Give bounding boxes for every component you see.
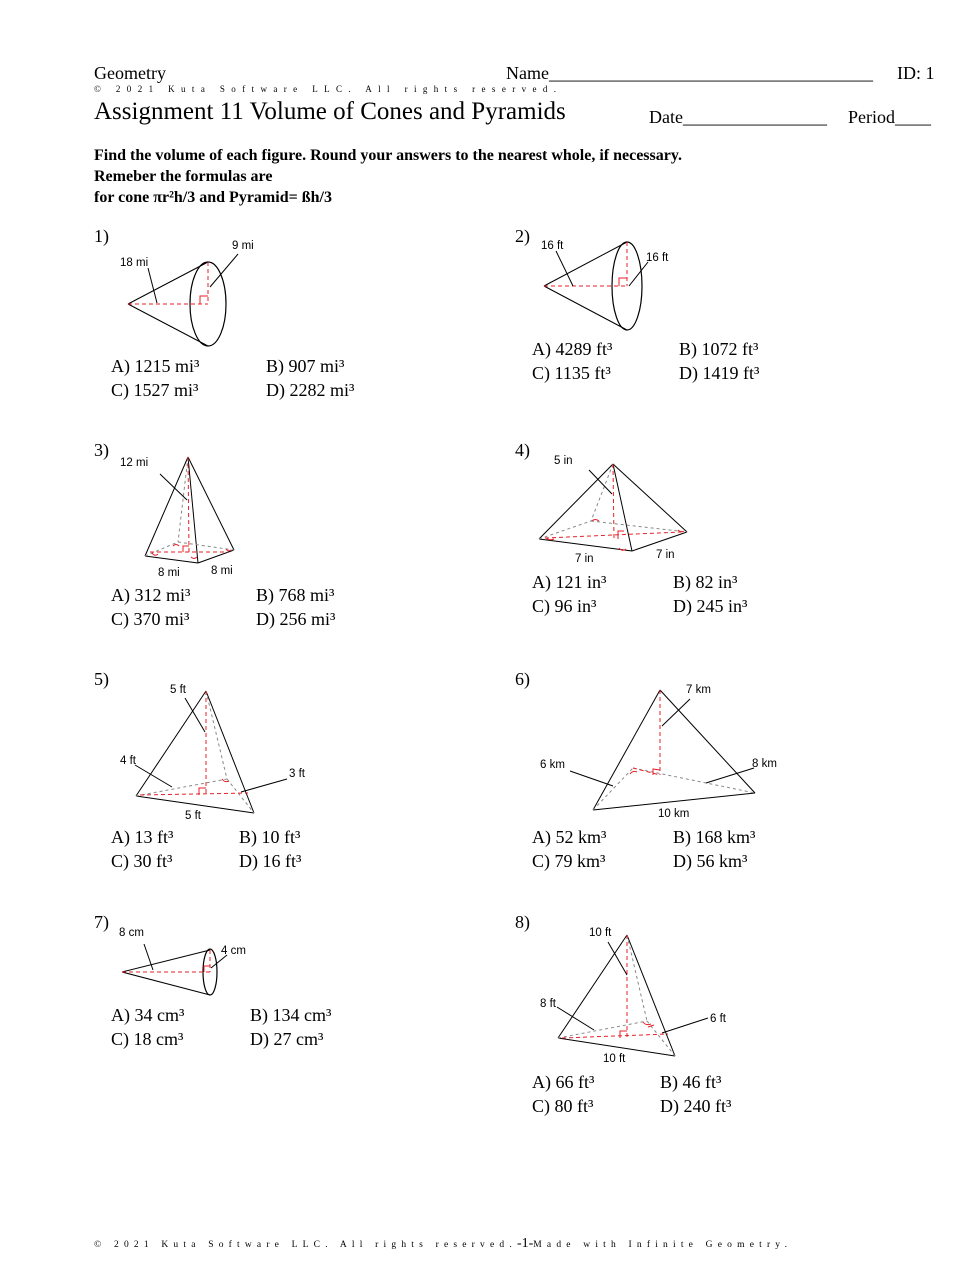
choice-b[interactable]: B) 46 ft³ (660, 1072, 722, 1092)
dimension-label: 12 mi (120, 457, 149, 469)
choice-b[interactable]: B) 134 cm³ (250, 1005, 332, 1025)
dimension-label: 7 in (656, 549, 675, 561)
choice-a[interactable]: A) 4289 ft³ (532, 339, 613, 359)
choice-c[interactable]: C) 30 ft³ (111, 851, 173, 871)
dimension-label: 4 ft (120, 755, 136, 767)
name-label: Name (506, 63, 549, 83)
dimension-label: 8 km (752, 758, 777, 770)
choice-a[interactable]: A) 121 in³ (532, 572, 607, 592)
choice-b[interactable]: B) 907 mi³ (266, 356, 345, 376)
dimension-label: 16 ft (646, 252, 669, 264)
choice-c[interactable]: C) 370 mi³ (111, 609, 190, 629)
choice-c[interactable]: C) 80 ft³ (532, 1096, 594, 1116)
dimension-label: 16 ft (541, 240, 564, 252)
dimension-label: 8 cm (119, 927, 144, 939)
dimension-label: 10 ft (603, 1053, 626, 1065)
date-label: Date (649, 107, 683, 127)
problem-number: 2) (515, 226, 530, 246)
problem-number: 6) (515, 669, 530, 689)
choice-d[interactable]: D) 245 in³ (673, 596, 748, 616)
instruction-line: Find the volume of each figure. Round your answers to the nearest whole, if necessary. (94, 147, 682, 164)
course-name: Geometry (94, 63, 166, 83)
choice-d[interactable]: D) 27 cm³ (250, 1029, 324, 1049)
choice-b[interactable]: B) 1072 ft³ (679, 339, 759, 359)
problem-number: 3) (94, 440, 109, 460)
dimension-label: 5 ft (185, 810, 201, 822)
problem-number: 7) (94, 912, 109, 932)
choice-b[interactable]: B) 10 ft³ (239, 827, 301, 847)
dimension-label: 5 ft (170, 684, 186, 696)
date-line: ________________ (682, 107, 827, 127)
choice-d[interactable]: D) 56 km³ (673, 851, 748, 871)
choice-a[interactable]: A) 52 km³ (532, 827, 607, 847)
dimension-label: 8 ft (540, 998, 556, 1010)
dimension-label: 5 in (554, 455, 573, 467)
dimension-label: 3 ft (289, 768, 305, 780)
instruction-line: for cone πr²h/3 and Pyramid= ßh/3 (94, 189, 332, 206)
problem-number: 1) (94, 226, 109, 246)
copyright-top: © 2021 Kuta Software LLC. All rights reserved. (94, 84, 563, 94)
problem-number: 5) (94, 669, 109, 689)
choice-c[interactable]: C) 18 cm³ (111, 1029, 184, 1049)
choice-a[interactable]: A) 34 cm³ (111, 1005, 185, 1025)
choice-b[interactable]: B) 768 mi³ (256, 585, 335, 605)
problem-number: 8) (515, 912, 530, 932)
dimension-label: 7 km (686, 684, 711, 696)
dimension-label: 4 cm (221, 945, 246, 957)
dimension-label: 6 km (540, 759, 565, 771)
choice-b[interactable]: B) 82 in³ (673, 572, 738, 592)
problem-number: 4) (515, 440, 530, 460)
dimension-label: 10 km (658, 808, 690, 820)
period-line: ____ (895, 107, 931, 127)
dimension-label: 10 ft (589, 927, 612, 939)
period-label: Period (848, 107, 895, 127)
choice-a[interactable]: A) 312 mi³ (111, 585, 191, 605)
dimension-label: 6 ft (710, 1013, 726, 1025)
choice-b[interactable]: B) 168 km³ (673, 827, 756, 847)
choice-c[interactable]: C) 1527 mi³ (111, 380, 199, 400)
choice-c[interactable]: C) 79 km³ (532, 851, 606, 871)
footer (94, 1234, 792, 1252)
dimension-label: 8 mi (211, 565, 233, 577)
page-number: -1- (516, 1236, 534, 1251)
worksheet-id: ID: 1 (897, 63, 935, 83)
choice-d[interactable]: D) 1419 ft³ (679, 363, 760, 383)
dimension-label: 9 mi (232, 240, 254, 252)
choice-a[interactable]: A) 1215 mi³ (111, 356, 200, 376)
choice-d[interactable]: D) 240 ft³ (660, 1096, 732, 1116)
choice-d[interactable]: D) 16 ft³ (239, 851, 302, 871)
choice-a[interactable]: A) 66 ft³ (532, 1072, 595, 1092)
footer-copyright: © 2021 Kuta Software LLC. All rights reserved. (94, 1240, 517, 1250)
dimension-label: 7 in (575, 553, 594, 565)
footer-made-with: Made with Infinite Geometry. (533, 1240, 793, 1250)
name-line: ____________________________________ (548, 63, 873, 83)
choice-c[interactable]: C) 96 in³ (532, 596, 597, 616)
instruction-line: Remeber the formulas are (94, 168, 273, 185)
choice-a[interactable]: A) 13 ft³ (111, 827, 174, 847)
dimension-label: 18 mi (120, 257, 149, 269)
choice-d[interactable]: D) 2282 mi³ (266, 380, 355, 400)
page-title: Assignment 11 Volume of Cones and Pyramids (94, 98, 566, 125)
choice-d[interactable]: D) 256 mi³ (256, 609, 336, 629)
choice-c[interactable]: C) 1135 ft³ (532, 363, 611, 383)
dimension-label: 8 mi (158, 567, 180, 579)
